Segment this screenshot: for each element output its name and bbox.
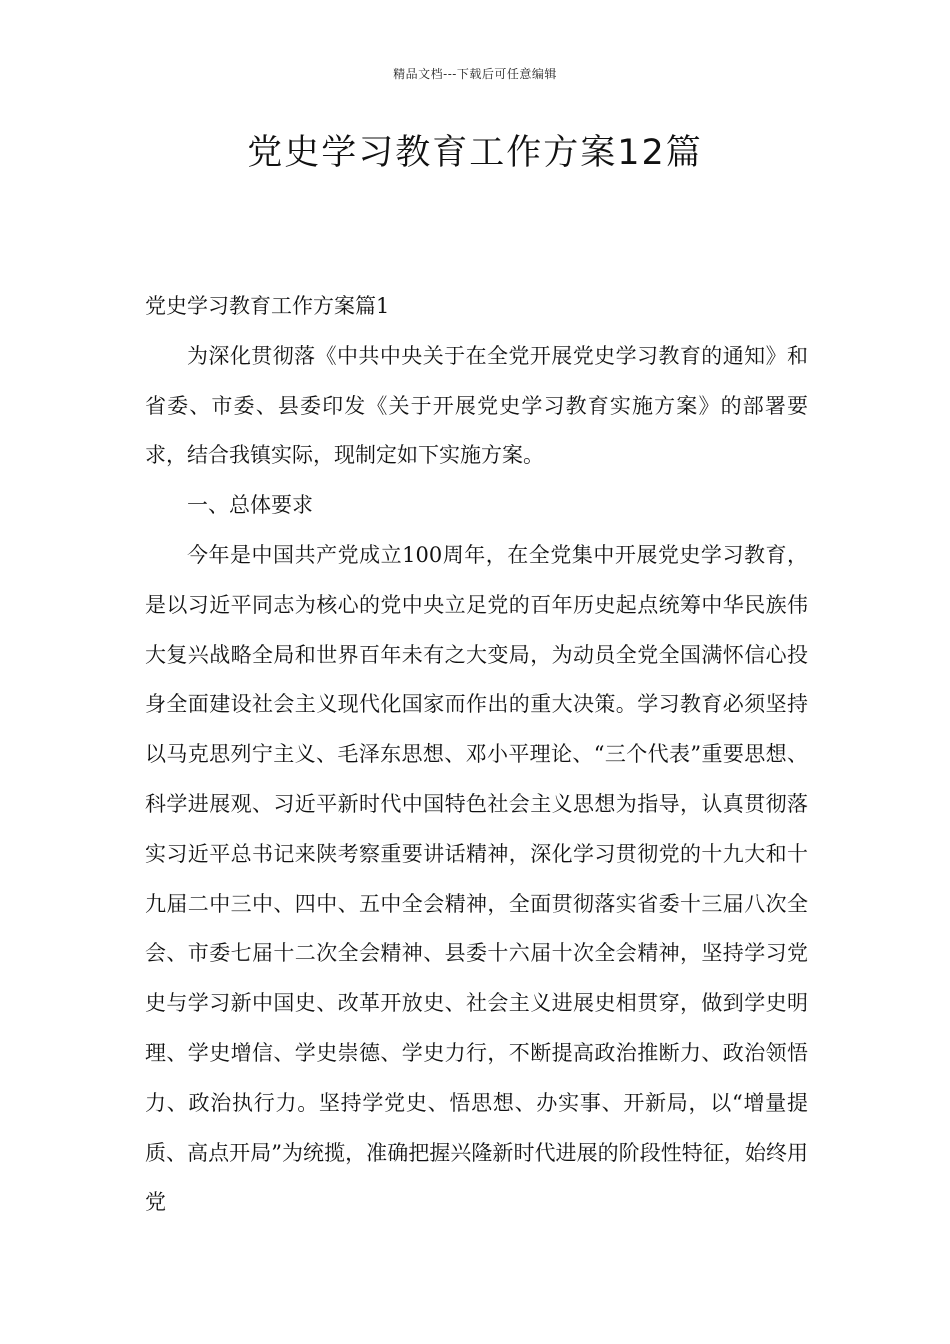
paragraph-subheading-general-requirements: 一、总体要求 [187, 493, 313, 518]
section-heading: 党史学习教育工作方案篇1 [145, 294, 390, 318]
paragraph-general-requirements: 今年是中国共产党成立100周年，在全党集中开展党史学习教育，是以习近平同志为核心的党中央立足党的百年历史起点统筹中华民族伟大复兴战略全局和世界百年未有之大变局，为动员全党全国满怀信心投身全面建设社会主义现代化国家而作出的重大决策。学习教育必须坚持以马克思列宁主义、毛泽东思想、邓小平理论、“三个代表”重要思想、科学进展观、习近平新时代中国特色社会主义思想为指导，认真贯彻落实习近平总书记来陕考察重要讲话精神，深化学习贯彻党的十九大和十九届二中三中、四中、五中全会精神，全面贯彻落实省委十三届八次全会、市委七届十二次全会精神、县委十六届十次全会精神，坚持学习党史与学习新中国史、改革开放史、社会主义进展史相贯穿，做到学史明理、学史增信、学史崇德、学史力行，不断提高政治推断力、政治领悟力、政治执行力。坚持学党史、悟思想、办实事、开新局，以“增量提质、高点开局”为统揽，准确把握兴隆新时代进展的阶段性特征，始终用党 [145, 542, 808, 1215]
document-body [145, 282, 808, 1228]
paragraph-intro: 为深化贯彻落《中共中央关于在全党开展党史学习教育的通知》和省委、市委、县委印发《关于开展党史学习教育实施方案》的部署要求，结合我镇实际，现制定如下实施方案。 [145, 343, 808, 468]
header-note: 精品文档---下载后可任意编辑 [393, 67, 557, 81]
document-title: 党史学习教育工作方案12篇 [247, 133, 703, 173]
